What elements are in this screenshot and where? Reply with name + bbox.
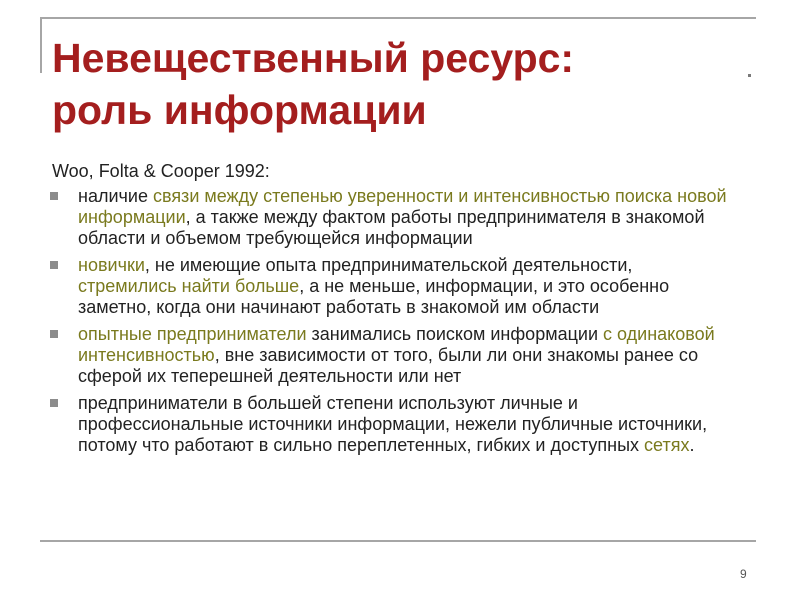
top-divider [40, 17, 756, 19]
bullet-square-icon [50, 399, 58, 407]
source-citation: Woo, Folta & Cooper 1992: [52, 161, 270, 181]
slide-title [52, 32, 752, 136]
slide-title-line-2: роль информации [52, 87, 427, 133]
bullet-item [50, 324, 730, 387]
highlighted-text: опытные предприниматели [78, 324, 307, 344]
bullet-list [50, 186, 730, 462]
bullet-item [50, 186, 730, 249]
bullet-text: предприниматели в большей степени используют личные и профессиональные источники информации, нежели публичные источники, потому что работают в сильно переплетенных, гибких и доступных [78, 393, 708, 455]
bullet-text: занимались поиском информации [306, 324, 604, 344]
bullet-text: , а также между фактом работы предпринимателя в знакомой области и объемом требующейся информации [78, 207, 705, 248]
bullet-item [50, 255, 730, 318]
bullet-text: . [689, 435, 695, 455]
slide-title-line-1: Невещественный ресурс: [52, 35, 575, 81]
highlighted-text: с одинаковой интенсивностью [78, 324, 715, 365]
highlighted-text: сетях [644, 435, 690, 455]
bullet-square-icon [50, 261, 58, 269]
bullet-text: , не имеющие опыта предпринимательской деятельности, [144, 255, 633, 275]
bullet-item [50, 393, 730, 456]
highlighted-text: стремились найти больше [78, 276, 300, 296]
bottom-divider [40, 540, 756, 542]
bullet-square-icon [50, 192, 58, 200]
highlighted-text: связи между степенью уверенности и интенсивностью поиска новой информации [78, 186, 727, 227]
page-number: 9 [740, 567, 747, 581]
title-accent-line [40, 19, 42, 73]
bullet-text: , вне зависимости от того, были ли они знакомы ранее со сферой их теперешней деятельности или нет [78, 345, 699, 386]
bullet-square-icon [50, 330, 58, 338]
bullet-text: , а не меньше, информации, и это особенно заметно, когда они начинают работать в знакомой им области [78, 276, 670, 317]
highlighted-text: новички [78, 255, 145, 275]
bullet-text: наличие [78, 186, 153, 206]
